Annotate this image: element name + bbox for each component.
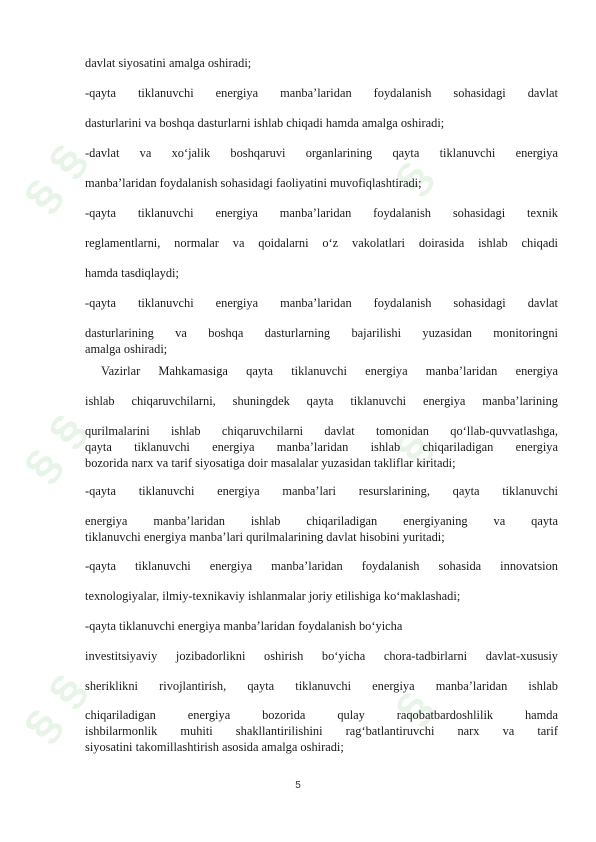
text-line: reglamentlarni, normalar va qoidalarni o‘z vakolatlari doirasida ishlab chiqadi xyxy=(85,236,558,250)
text-line: -qayta tiklanuvchi energiya manba’laridan foydalanish sohasidagi davlat xyxy=(85,86,558,100)
text-line: tiklanuvchi energiya manba’lari qurilmalarining davlat hisobini yuritadi; xyxy=(85,530,445,544)
watermark-logo: § § xyxy=(13,133,97,221)
text-line: qurilmalarini ishlab chiqaruvchilarni davlat tomonidan qo‘llab-quvvatlashga, xyxy=(85,424,558,438)
text-line: dasturlarining va boshqa dasturlarning bajarilishi yuzasidan monitoringni xyxy=(85,326,558,340)
text-line: qayta tiklanuvchi energiya manba’laridan ishlab chiqariladigan energiya xyxy=(85,440,558,454)
watermark-logo: § § xyxy=(13,403,97,491)
text-line: -qayta tiklanuvchi energiya manba’laridan foydalanish bo‘yicha xyxy=(85,619,403,633)
text-line: sheriklikni rivojlantirish, qayta tiklanuvchi energiya manba’laridan ishlab xyxy=(85,679,558,693)
text-line: amalga oshiradi; xyxy=(85,342,168,356)
text-line: bozorida narx va tarif siyosatiga doir masalalar yuzasidan takliflar kiritadi; xyxy=(85,456,456,470)
text-line: Vazirlar Mahkamasiga qayta tiklanuvchi energiya manba’laridan energiya xyxy=(101,364,558,378)
text-line: davlat siyosatini amalga oshiradi; xyxy=(85,56,252,70)
watermark-logo: § xyxy=(384,420,444,474)
watermark-logo: § xyxy=(384,680,444,734)
text-line: hamda tasdiqlaydi; xyxy=(85,266,179,280)
text-line: manba’laridan foydalanish sohasidagi faoliyatini muvofiqlashtiradi; xyxy=(85,176,422,190)
text-line: -qayta tiklanuvchi energiya manba’lari resurslarining, qayta tiklanuvchi xyxy=(85,484,558,498)
watermark-logo: § § xyxy=(13,663,97,751)
text-line: energiya manba’laridan ishlab chiqariladigan energiyaning va qayta xyxy=(85,514,558,528)
text-line: ishlab chiqaruvchilarni, shuningdek qayta tiklanuvchi energiya manba’larining xyxy=(85,394,558,408)
text-line: ishbilarmonlik muhiti shakllantirilishini rag‘batlantiruvchi narx va tarif xyxy=(85,724,558,738)
text-line: siyosatini takomillashtirish asosida amalga oshiradi; xyxy=(85,740,344,754)
text-line: dasturlarini va boshqa dasturlarni ishlab chiqadi hamda amalga oshiradi; xyxy=(85,116,445,130)
text-line: investitsiyaviy jozibadorlikni oshirish bo‘yicha chora-tadbirlarni davlat-xususiy xyxy=(85,649,558,663)
text-line: -qayta tiklanuvchi energiya manba’laridan foydalanish sohasidagi davlat xyxy=(85,296,558,310)
text-line: texnologiyalar, ilmiy-texnikaviy ishlanmalar joriy etilishiga ko‘maklashadi; xyxy=(85,589,461,603)
text-line: -davlat va xo‘jalik boshqaruvi organlarining qayta tiklanuvchi energiya xyxy=(85,146,558,160)
text-line: -qayta tiklanuvchi energiya manba’laridan foydalanish sohasida innovatsion xyxy=(85,559,558,573)
page-number: 5 xyxy=(295,780,301,791)
watermark-logo: § xyxy=(384,150,444,204)
text-line: -qayta tiklanuvchi energiya manba’laridan foydalanish sohasidagi texnik xyxy=(85,206,558,220)
text-line: chiqariladigan energiya bozorida qulay raqobatbardoshlilik hamda xyxy=(85,708,558,722)
